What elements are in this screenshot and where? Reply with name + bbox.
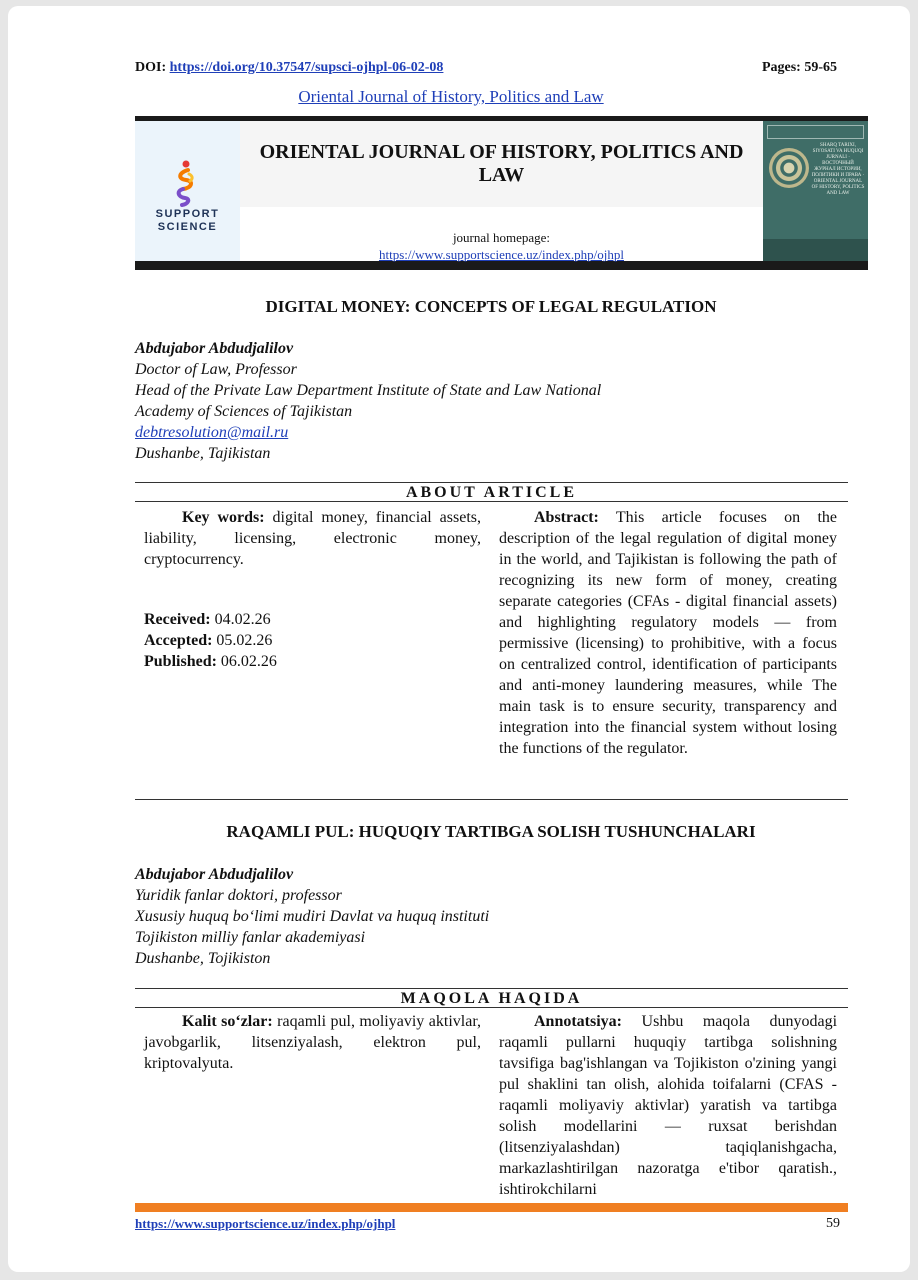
doi-label: DOI: [135,60,167,75]
page-number: 59 [826,1216,840,1231]
author-position-uz-line2: Tojikiston milliy fanlar akademiyasi [135,929,366,946]
accepted-date: 05.02.26 [216,632,273,649]
author-name-uz: Abdujabor Abdudjalilov [135,866,294,883]
journal-link[interactable]: Oriental Journal of History, Politics and Law [298,87,604,106]
accepted-label: Accepted: [144,632,213,649]
homepage-link[interactable]: https://www.supportscience.uz/index.php/ojhpl [378,247,625,262]
author-email[interactable]: debtresolution@mail.ru [135,424,289,441]
author-position-line1: Head of the Private Law Department Institute of State and Law National [135,382,602,399]
abstract-text: This article focuses on the description of the legal regulation of digital money in the world, and Tajikistan is following the path of recognizing its new form of money, creating separate categories (CFAs - digital financial assets) and highlighting regulatory models — from permissive (licensing) to prohibitive, with a focus on centralized control, identification of participants and anti-money laundering measures, while The main task is to ensure security, transparency and integration into the financial system without losing the functions of the regulator. [499,509,837,757]
author-location-uz: Dushanbe, Tojikiston [135,950,271,967]
banner-center [240,121,763,261]
article-title-uz: RAQAMLI PUL: HUQUQIY TARTIBGA SOLISH TUSHUNCHALARI [226,822,756,841]
author-block-uz [135,864,835,969]
article-dates [144,609,277,672]
author-degree-uz: Yuridik fanlar doktori, professor [135,887,342,904]
abstract-label-uz: Annotatsiya: [534,1013,623,1030]
doi-row [135,60,837,76]
keywords-uz [144,1011,481,1074]
logo-figure-icon [174,159,196,207]
author-block-en [135,338,835,464]
doi-link[interactable]: https://doi.org/10.37547/supsci-ojhpl-06-02-08 [169,60,444,75]
author-degree: Doctor of Law, Professor [135,361,297,378]
keywords-text: digital money, financial assets, liability, licensing, electronic money, cryptocurrency. [144,509,482,568]
footer-accent-bar [135,1203,848,1212]
article-title-en: DIGITAL MONEY: CONCEPTS OF LEGAL REGULATION [265,297,717,316]
abstract-uz [499,1011,837,1200]
author-position-uz-line1: Xususiy huquq boʻlimi mudiri Davlat va huquq instituti [135,908,490,925]
cover-footer-band [763,239,868,261]
keywords-label-uz: Kalit soʻzlar: [182,1013,273,1030]
received-label: Received: [144,611,211,628]
homepage-label: journal homepage: [452,230,551,245]
cover-text: SHARQ TARIXI, SIYOSATI VA HUQUQI JURNALI · ВОСТОЧНЫЙ ЖУРНАЛ ИСТОРИИ, ПОЛИТИКИ И ПРАВА · ORIENTAL JOURNAL OF HISTORY, POLITICS AND LAW [811,143,865,196]
keywords-text-uz: raqamli pul, moliyaviy aktivlar, javobgarlik, litsenziyalash, elektron pul, kriptovalyuta. [144,1013,482,1072]
abstract-en [499,507,837,759]
keywords-label: Key words: [182,509,265,526]
journal-title: ORIENTAL JOURNAL OF HISTORY, POLITICS AND LAW [240,121,763,207]
section-heading-about: ABOUT ARTICLE [135,482,848,502]
author-location: Dushanbe, Tajikistan [135,445,271,462]
cover-header-box [767,125,864,139]
page-range: Pages: 59-65 [761,60,837,75]
section-heading-maqola: MAQOLA HAQIDA [135,988,848,1008]
keywords-en [144,507,481,570]
footer-link[interactable]: https://www.supportscience.uz/index.php/ojhpl [135,1216,396,1231]
journal-cover-image [763,121,868,261]
author-position-line2: Academy of Sciences of Tajikistan [135,403,353,420]
journal-homepage [240,229,763,263]
logo-text: SUPPORT SCIENCE [155,208,220,233]
section-divider [135,799,848,800]
published-date: 06.02.26 [220,653,277,670]
abstract-label: Abstract: [534,509,599,526]
support-science-logo [135,121,240,261]
abstract-text-uz: Ushbu maqola dunyodagi raqamli pullarni huquqiy tartibga solishning tavsifiga bag'ishlangan va Tojikiston o'zining yangi pul shaklini tan olish, alohida toifalarni (CFAS - raqamli moliyaviy aktivlar) yaratish va tartibga solish modellarini — ruxsat berishdan (litsenziyalashdan) taqiqlanishgacha, markazlashtirilgan nazoratga e'tibor qaratish., ishtirokchilarni [499,1013,838,1198]
received-date: 04.02.26 [214,611,271,628]
author-name: Abdujabor Abdudjalilov [135,340,294,357]
journal-banner [135,116,868,270]
cover-ornament-icon [769,148,809,188]
published-label: Published: [144,653,217,670]
